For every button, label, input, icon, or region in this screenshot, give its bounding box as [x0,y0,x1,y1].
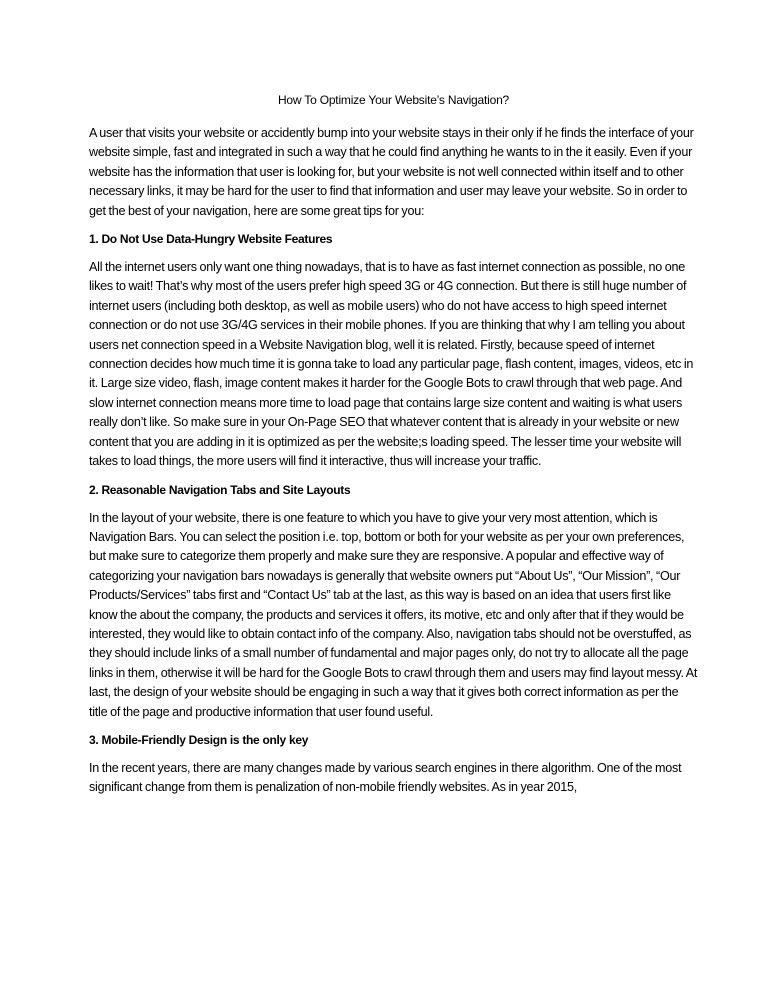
section-3-body: In the recent years, there are many changes made by various search engines in there algorithm. One of the most significant change from them is penalization of non-mobile friendly websites. As in year 2015, [89,760,682,795]
document-title: How To Optimize Your Website’s Navigation? [277,93,510,107]
section-2-body: In the layout of your website, there is one feature to which you have to give your very most attention, which is Navigation Bars. You can select the position i.e. top, bottom or both for your website as per your own preferences, but make sure to categorize them properly and make sure they are responsive. A popular and effective way of categorizing your navigation bars nowadays is generally that website owners put “About Us”, “Our Mission”, “Our Products/Services” tabs first and “Contact Us” tab at the last, as this way is based on an idea that users first like know the about the company, the products and services it offers, its motive, etc and only after that if they would be interested, they would like to obtain contact info of the company. Also, navigation tabs should not be overstuffed, as they should include links of a small number of fundamental and major pages only, do not try to allocate all the page links in them, otherwise it will be hard for the Google Bots to crawl through them and users may find layout messy. At last, the design of your website should be engaging in such a way that it gives both correct information as per the title of the page and productive information that user found useful. [89,510,698,719]
section-1-heading: 1. Do Not Use Data-Hungry Website Features [89,232,333,247]
section-2-heading: 2. Reasonable Navigation Tabs and Site Layouts [89,482,351,497]
intro-paragraph: A user that visits your website or accidently bump into your website stays in their only if he finds the interface of your website simple, fast and integrated in such a way that he could find anything he wants to in the it easily. Even if your website has the information that user is looking for, but your website is not well connected within itself and to other necessary links, it may be hard for the user to find that information and user may leave your website. So in order to get the best of your navigation, here are some great tips for you: [89,126,694,218]
section-1-body: All the internet users only want one thing nowadays, that is to have as fast internet connection as possible, no one likes to wait! That’s why most of the users prefer high speed 3G or 4G connection. But there is still huge number of internet users (including both desktop, as well as mobile users) who do not have access to high speed internet connection or do not use 3G/4G services in their mobile phones. If you are thinking that why I am telling you about users net connection speed in a Website Navigation blog, well it is related. Firstly, because speed of internet connection decides how much time it is gonna take to load any particular page, flash content, images, videos, etc in it. Large size video, flash, image content makes it harder for the Google Bots to crawl through that web page. And slow internet connection means more time to load page that contains large size content and waiting is what users really don’t like. So make sure in your On-Page SEO that whatever content that is already in your website or new content that you are adding in it is optimized as per the website;s loading speed. The lesser time your website will takes to load things, the more users will find it interactive, thus will increase your traffic. [89,260,694,469]
section-3-heading: 3. Mobile-Friendly Design is the only key [89,732,309,747]
